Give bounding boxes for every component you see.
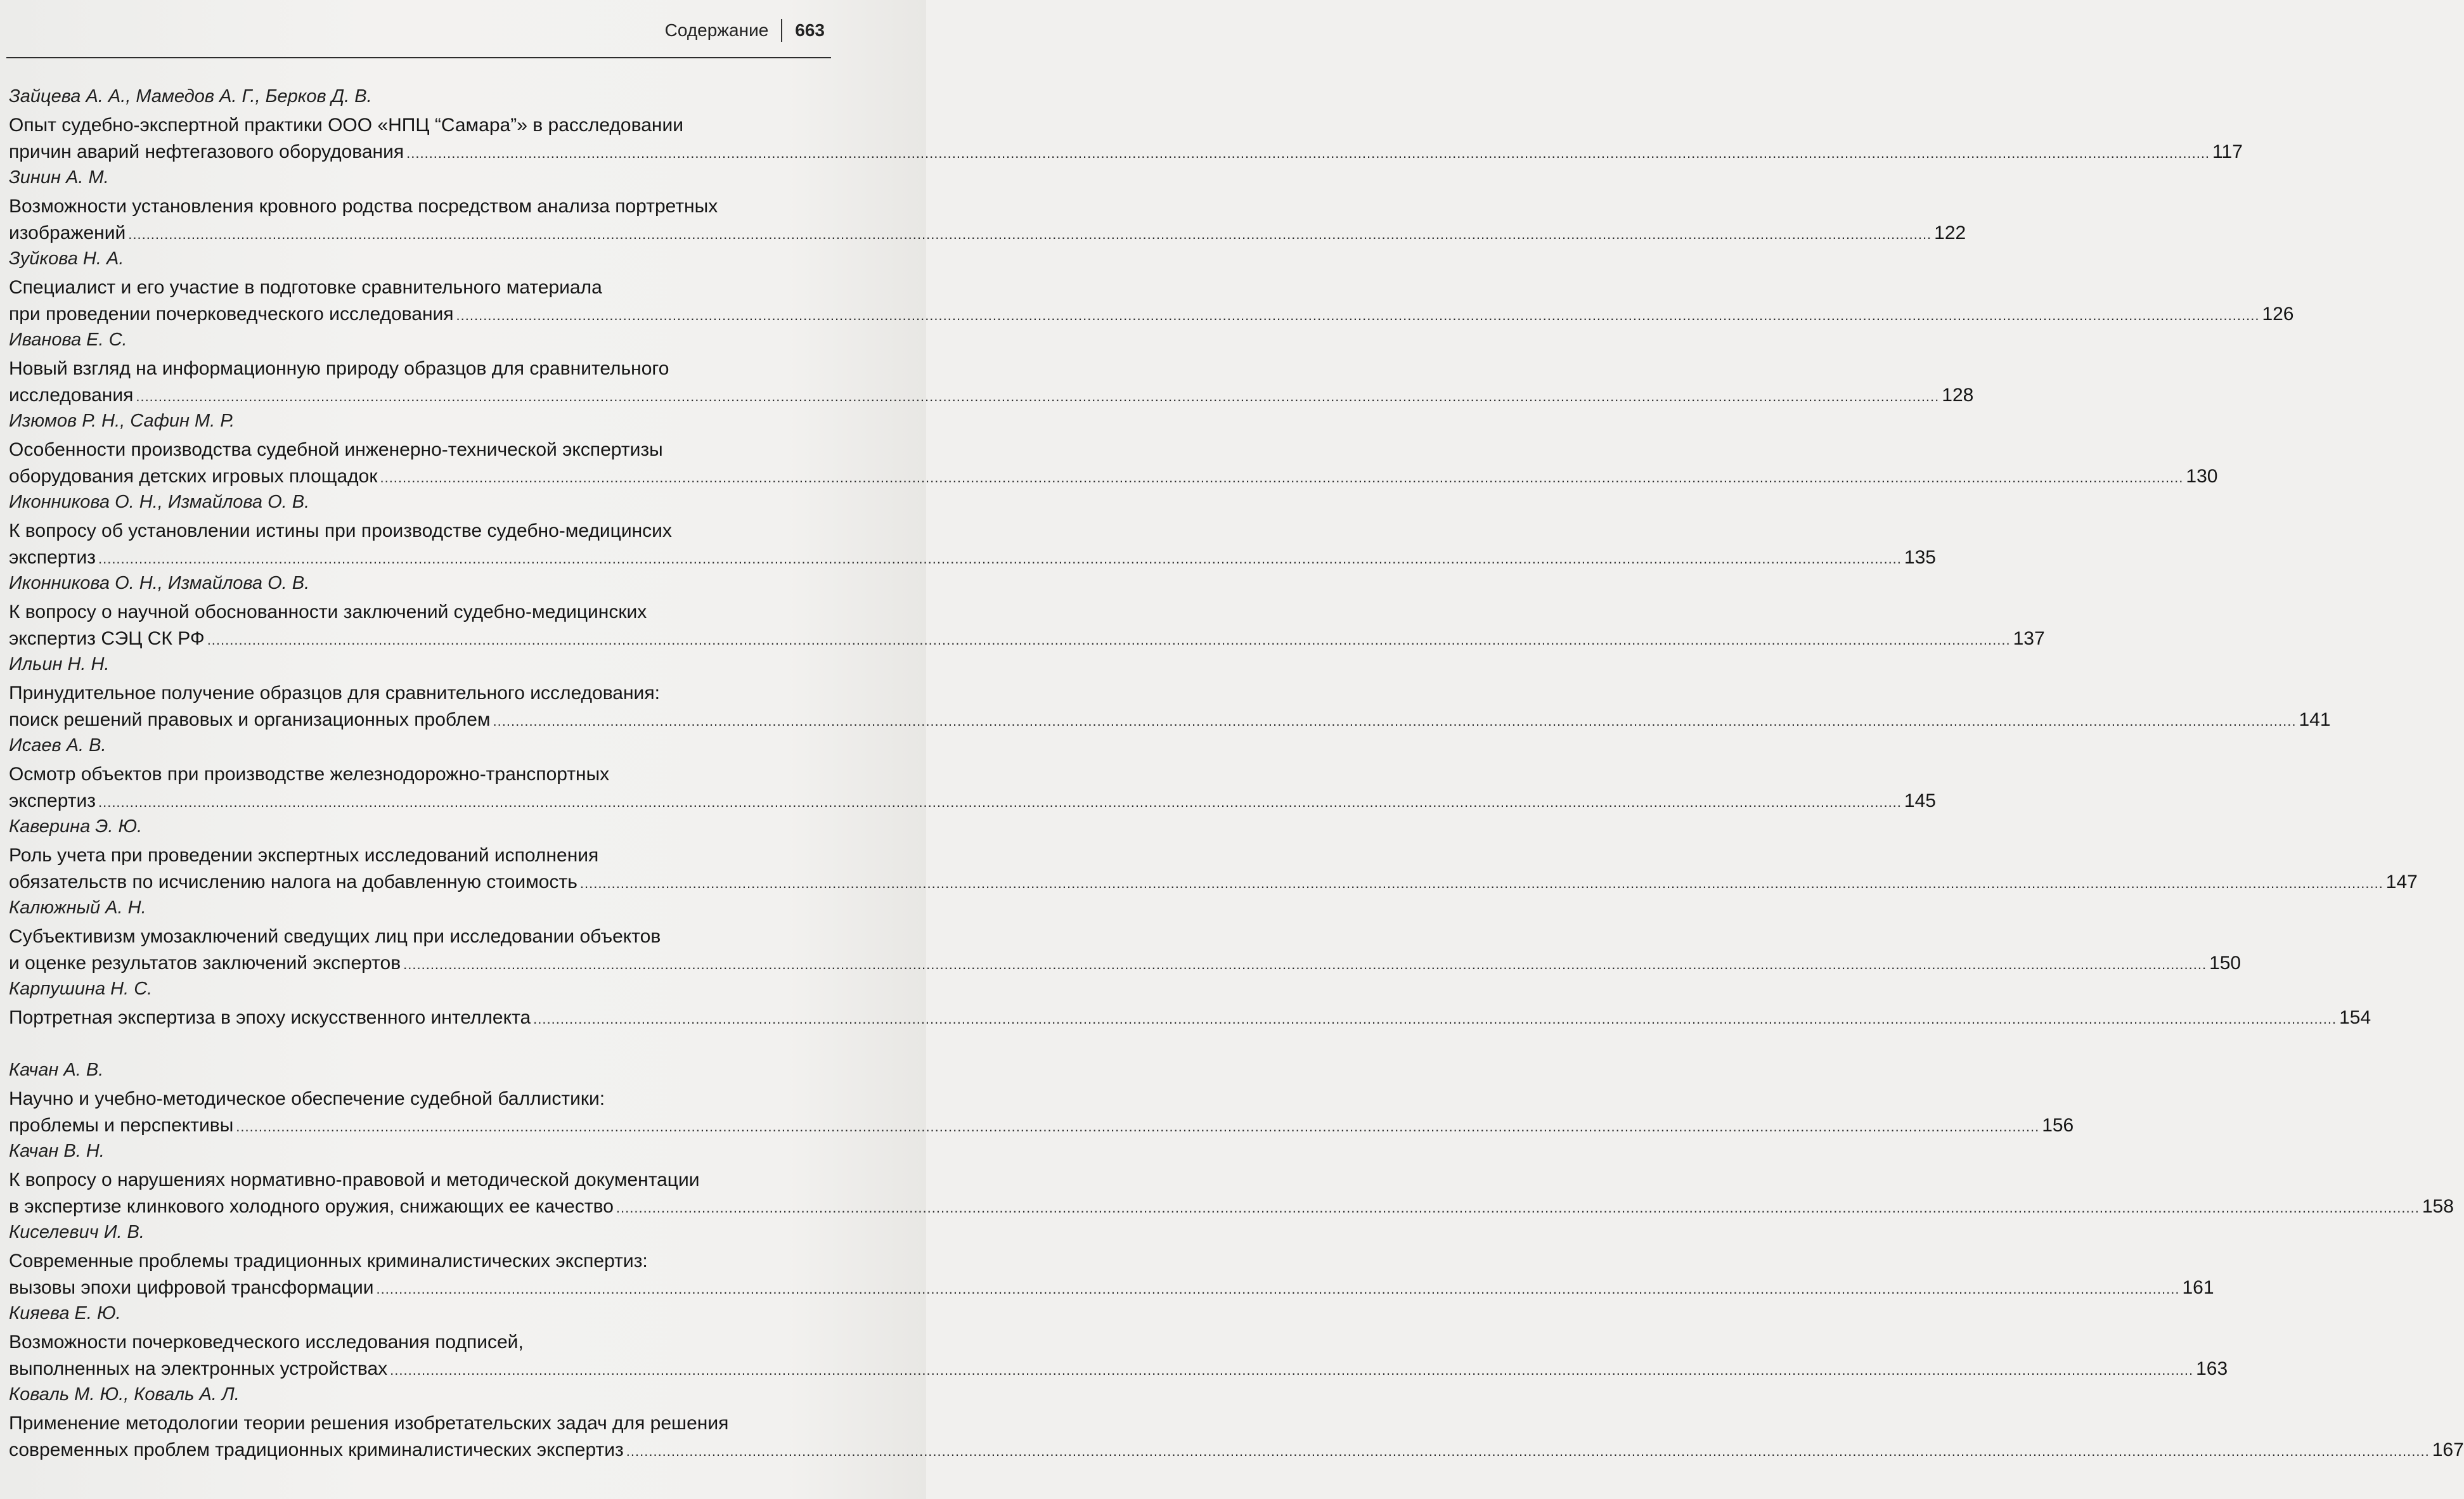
dot-leader: ................................................................................................................................................................................................................................................................................................................................................................................................................: [616, 1200, 2420, 1216]
dot-leader: ................................................................................................................................................................................................................................................................................................................................................................................................................: [406, 145, 2210, 161]
entry-title: [9, 1248, 2214, 1303]
entry-title-line: К вопросу о научной обоснованности заключений судебно-медицинских: [9, 602, 647, 622]
entry-page-number: 117: [2212, 141, 2243, 162]
toc-entry: [9, 246, 2294, 327]
entry-title-line: Возможности установления кровного родства посредством анализа портретных: [9, 196, 718, 217]
toc-entry: [9, 895, 2241, 976]
running-header: [665, 19, 825, 42]
entry-title-last-line: [9, 1356, 2228, 1384]
entry-page-number: 145: [1904, 790, 1936, 811]
entry-title-last-line: [9, 382, 1974, 410]
entry-title-line: Опыт судебно-экспертной практики ООО «НПЦ “Самара”» в расследовании: [9, 115, 683, 136]
header-rule: [6, 57, 831, 58]
entry-title-last-line: [9, 788, 1936, 816]
entry-authors: Зинин А. М.: [9, 167, 109, 188]
entry-title: [9, 356, 1974, 410]
entry-authors: Качан А. В.: [9, 1060, 104, 1080]
entry-page-number: 141: [2299, 709, 2331, 730]
entry-page-number: 158: [2422, 1196, 2454, 1217]
entry-title-line: исследования: [9, 385, 134, 406]
entry-title-line: К вопросу об установлении истины при производстве судебно-медицинсих: [9, 520, 672, 541]
entry-page-number: 135: [1904, 547, 1936, 568]
entry-title: [9, 1005, 2371, 1033]
entry-title-line: при проведении почерковедческого исследования: [9, 304, 454, 325]
toc-entry: [9, 165, 1966, 246]
entry-authors: Каверина Э. Ю.: [9, 816, 143, 837]
entry-page-number: 126: [2262, 304, 2294, 325]
entry-title-last-line: [9, 950, 2241, 978]
entry-title-line: экспертиз СЭЦ СК РФ: [9, 628, 205, 649]
entry-authors: Ильин Н. Н.: [9, 654, 110, 674]
entry-title-line: Возможности почерковедческого исследования подписей,: [9, 1332, 524, 1353]
entry-title: [9, 923, 2241, 978]
entry-title-last-line: [9, 707, 2331, 735]
dot-leader: ................................................................................................................................................................................................................................................................................................................................................................................................................: [98, 794, 1902, 810]
entry-title-line: вызовы эпохи цифровой трансформации: [9, 1277, 374, 1298]
entry-title-last-line: [9, 1193, 2454, 1221]
toc-entry: [9, 327, 1974, 408]
entry-authors: Киселевич И. В.: [9, 1222, 145, 1242]
toc-entry: [9, 1382, 2464, 1463]
toc-entry: [9, 1301, 2228, 1382]
section-title: Содержание: [664, 20, 769, 40]
entry-authors: Иконникова О. Н., Измайлова О. В.: [9, 573, 310, 593]
entry-title-line: Портретная экспертиза в эпоху искусственного интеллекта: [9, 1007, 531, 1028]
entry-title-last-line: [9, 544, 1936, 572]
entry-title-line: Новый взгляд на информационную природу образцов для сравнительного: [9, 358, 669, 379]
entry-page-number: 130: [2186, 466, 2218, 487]
entry-title: [9, 599, 2045, 653]
dot-leader: ................................................................................................................................................................................................................................................................................................................................................................................................................: [403, 956, 2207, 972]
toc-entry: [9, 1138, 2454, 1219]
entry-title: [9, 680, 2331, 735]
entry-title-line: экспертиз: [9, 790, 96, 811]
entry-page-number: 154: [2339, 1007, 2371, 1028]
entry-authors: Иконникова О. Н., Измайлова О. В.: [9, 492, 310, 512]
toc-entry: [9, 733, 1936, 814]
dot-leader: ................................................................................................................................................................................................................................................................................................................................................................................................................: [236, 1119, 2040, 1135]
entry-title-line: оборудования детских игровых площадок: [9, 466, 378, 487]
toc-entry: [9, 408, 2218, 489]
entry-title-line: современных проблем традиционных криминалистических экспертиз: [9, 1439, 624, 1460]
toc-entry: [9, 976, 2371, 1057]
entry-title: [9, 1167, 2454, 1221]
entry-title-last-line: [9, 869, 2418, 897]
toc-entry: [9, 814, 2418, 895]
entry-title-line: Особенности производства судебной инженерно-технической экспертизы: [9, 439, 663, 460]
entry-title-line: Специалист и его участие в подготовке сравнительного материала: [9, 277, 602, 298]
entry-title-line: обязательств по исчислению налога на добавленную стоимость: [9, 872, 577, 892]
dot-leader: ................................................................................................................................................................................................................................................................................................................................................................................................................: [493, 713, 2297, 729]
dot-leader: ................................................................................................................................................................................................................................................................................................................................................................................................................: [376, 1281, 2180, 1297]
entry-title: [9, 1329, 2228, 1384]
entry-title-line: К вопросу о нарушениях нормативно-правовой и методической документации: [9, 1169, 700, 1190]
entry-authors: Карпушина Н. С.: [9, 979, 153, 999]
dot-leader: ................................................................................................................................................................................................................................................................................................................................................................................................................: [626, 1443, 2430, 1459]
entry-title-line: экспертиз: [9, 547, 96, 568]
entry-page-number: 161: [2182, 1277, 2214, 1298]
toc-entry: [9, 652, 2331, 733]
entry-title-line: Субъективизм умозаключений сведущих лиц при исследовании объектов: [9, 926, 661, 947]
entry-title-last-line: [9, 626, 2045, 653]
entry-title: [9, 842, 2418, 897]
entry-title-line: Применение методологии теории решения изобретательских задач для решения: [9, 1413, 729, 1434]
entry-page-number: 122: [1934, 222, 1966, 243]
toc-entry: [9, 489, 1936, 570]
entry-title-last-line: [9, 1437, 2464, 1465]
entry-authors: Зайцева А. А., Мамедов А. Г., Берков Д. В.: [9, 86, 372, 106]
entry-page-number: 147: [2385, 872, 2418, 892]
dot-leader: ................................................................................................................................................................................................................................................................................................................................................................................................................: [98, 551, 1902, 567]
entry-title-line: причин аварий нефтегазового оборудования: [9, 141, 404, 162]
dot-leader: ................................................................................................................................................................................................................................................................................................................................................................................................................: [207, 632, 2011, 648]
table-of-contents: [9, 84, 2464, 1463]
entry-title-last-line: [9, 220, 1966, 248]
entry-title-line: Принудительное получение образцов для сравнительного исследования:: [9, 683, 660, 704]
toc-entry: [9, 84, 2243, 165]
dot-leader: ................................................................................................................................................................................................................................................................................................................................................................................................................: [456, 307, 2260, 323]
entry-title: [9, 274, 2294, 329]
entry-title: [9, 437, 2218, 491]
entry-page-number: 156: [2042, 1115, 2074, 1136]
entry-title-line: поиск решений правовых и организационных проблем: [9, 709, 491, 730]
entry-title-last-line: [9, 301, 2294, 329]
dot-leader: ................................................................................................................................................................................................................................................................................................................................................................................................................: [390, 1362, 2194, 1378]
toc-entry: [9, 570, 2045, 652]
entry-title-line: Осмотр объектов при производстве железнодорожно-транспортных: [9, 764, 610, 785]
entry-authors: Калюжный А. Н.: [9, 897, 146, 918]
entry-title-line: Роль учета при проведении экспертных исследований исполнения: [9, 845, 599, 866]
entry-authors: Кияева Е. Ю.: [9, 1303, 121, 1323]
entry-title: [9, 518, 1936, 572]
entry-title-line: в экспертизе клинкового холодного оружия, снижающих ее качество: [9, 1196, 614, 1217]
dot-leader: ................................................................................................................................................................................................................................................................................................................................................................................................................: [136, 389, 1940, 404]
entry-page-number: 163: [2196, 1358, 2228, 1379]
dot-leader: ................................................................................................................................................................................................................................................................................................................................................................................................................: [380, 470, 2184, 486]
entry-title: [9, 193, 1966, 248]
dot-leader: ................................................................................................................................................................................................................................................................................................................................................................................................................: [128, 226, 1932, 242]
toc-entry: [9, 1057, 2074, 1138]
entry-title-last-line: [9, 1275, 2214, 1303]
dot-leader: ................................................................................................................................................................................................................................................................................................................................................................................................................: [579, 875, 2383, 891]
entry-page-number: 150: [2209, 953, 2241, 974]
entry-title-line: выполненных на электронных устройствах: [9, 1358, 388, 1379]
entry-title-last-line: [9, 139, 2243, 167]
entry-page-number: 167: [2432, 1439, 2464, 1460]
entry-authors: Иванова Е. С.: [9, 330, 127, 350]
entry-authors: Коваль М. Ю., Коваль А. Л.: [9, 1384, 240, 1405]
entry-title-line: и оценке результатов заключений экспертов: [9, 953, 401, 974]
entry-title-last-line: [9, 1112, 2074, 1140]
entry-title-line: Научно и учебно-методическое обеспечение судебной баллистики:: [9, 1088, 605, 1109]
entry-page-number: 137: [2013, 628, 2045, 649]
page-number: 663: [795, 20, 825, 40]
entry-authors: Зуйкова Н. А.: [9, 248, 124, 269]
entry-title: [9, 1086, 2074, 1140]
entry-title-last-line: [9, 1005, 2371, 1033]
entry-authors: Исаев А. В.: [9, 735, 106, 756]
entry-authors: Изюмов Р. Н., Сафин М. Р.: [9, 411, 235, 431]
dot-leader: ................................................................................................................................................................................................................................................................................................................................................................................................................: [533, 1011, 2337, 1027]
entry-title-line: изображений: [9, 222, 126, 243]
entry-title: [9, 761, 1936, 816]
entry-title-line: проблемы и перспективы: [9, 1115, 234, 1136]
entry-page-number: 128: [1942, 385, 1974, 406]
entry-title-line: Современные проблемы традиционных криминалистических экспертиз:: [9, 1251, 648, 1271]
toc-entry: [9, 1219, 2214, 1301]
entry-authors: Качан В. Н.: [9, 1141, 105, 1161]
entry-title: [9, 1410, 2464, 1465]
entry-title-last-line: [9, 463, 2218, 491]
entry-title: [9, 112, 2243, 167]
